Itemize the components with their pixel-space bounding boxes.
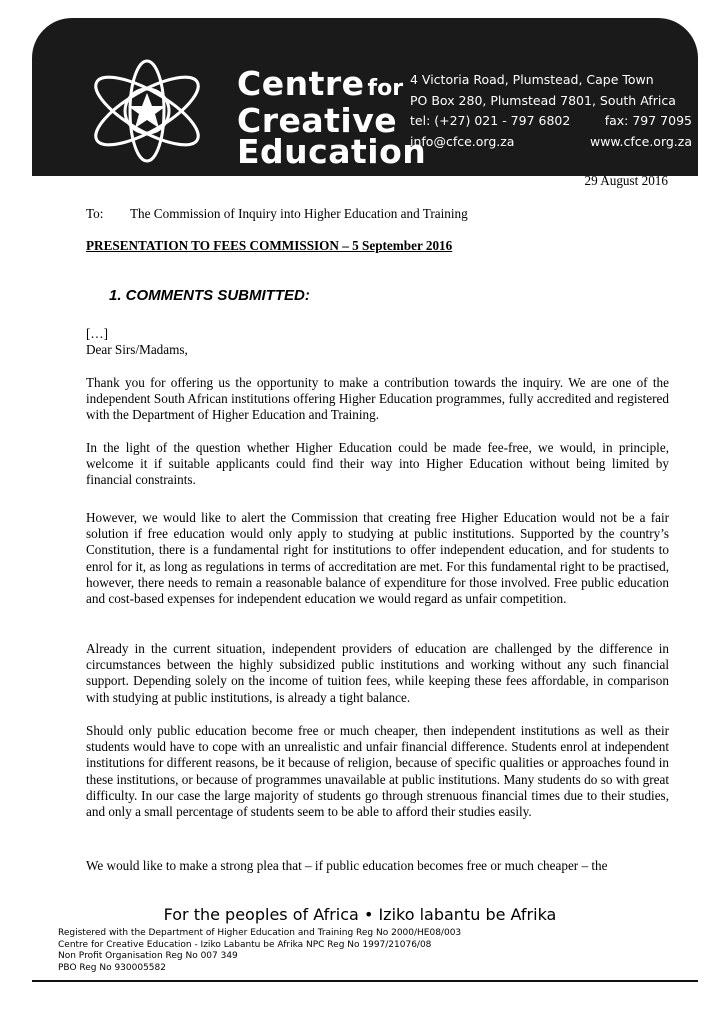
brand-line-education: Education bbox=[237, 132, 427, 171]
paragraph-2: In the light of the question whether Higher Education could be made fee-free, we would, in principle, welcome it if suitable applicants could find their way into Higher Education without being limited by financial constraints. bbox=[86, 440, 669, 488]
atom-star-logo-icon bbox=[82, 56, 212, 166]
registration-line: Registered with the Department of Higher Education and Training Reg No 2000/HE08/003 bbox=[58, 928, 462, 938]
recipient-text: The Commission of Inquiry into Higher Education and Training bbox=[130, 206, 468, 221]
email-link[interactable]: info@cfce.org.za bbox=[410, 133, 515, 149]
letter-heading: PRESENTATION TO FEES COMMISSION – 5 September 2016 bbox=[86, 238, 453, 253]
letterhead-banner bbox=[32, 18, 698, 176]
website-link[interactable]: www.cfce.org.za bbox=[589, 133, 692, 149]
paragraph-4: Already in the current situation, independent providers of education are challenged by the difference in circumstances between the highly subsidized public institutions and working without any such financial support. Depending solely on the income of tuition fees, while keeping these fees affordable, in comparison with studying at public institutions, is already a tight balance. bbox=[86, 641, 669, 705]
tel-text: tel: (+27) 021 - 797 6802 bbox=[410, 113, 571, 128]
letter-date: 29 August 2016 bbox=[584, 173, 668, 188]
fax-text: fax: 797 7095 bbox=[604, 113, 692, 128]
contact-block bbox=[410, 70, 692, 152]
address-text: 4 Victoria Road, Plumstead, Cape Town bbox=[410, 72, 654, 87]
paragraph-1: Thank you for offering us the opportunity to make a contribution towards the inquiry. We are one of the independent South African institutions offering Higher Education programmes, fully accredited and registered with the Department of Higher Education and Training. bbox=[86, 375, 669, 423]
brand-line-creative: Creative bbox=[237, 101, 398, 140]
brand-wordmark bbox=[237, 64, 427, 171]
registration-line: PBO Reg No 930005582 bbox=[58, 962, 166, 973]
po-box-text: PO Box 280, Plumstead 7801, South Africa bbox=[410, 92, 676, 108]
paragraph-6: We would like to make a strong plea that – if public education becomes free or much cheaper – the bbox=[86, 858, 608, 873]
recipient-line bbox=[86, 206, 669, 222]
registration-list bbox=[58, 928, 461, 974]
paragraph-5: Should only public education become free or much cheaper, then independent institutions as well as their students would have to cope with an unrealistic and unfair financial difference. Students enrol at independent institutions for different reasons, be it because of religion, because of specific qualities or approaches found in these institutions, or because of programmes unavailable at public institutions. Many students do so with great difficulty. In our case the large majority of students go through strenuous financial times due to their studies, and only a small percentage of students seem to be able to afford their studies easily. bbox=[86, 723, 669, 820]
footer-tagline: For the peoples of Africa • Iziko labantu be Afrika bbox=[163, 905, 557, 924]
registration-line: Non Profit Organisation Reg No 007 349 bbox=[58, 951, 238, 961]
registration-line: Centre for Creative Education - Iziko Labantu be Afrika NPC Reg No 1997/21076/08 bbox=[58, 939, 432, 950]
ellipsis-text: […] bbox=[86, 326, 108, 341]
to-label: To: bbox=[86, 206, 104, 221]
brand-line-centre: Centre bbox=[237, 64, 365, 103]
brand-word-for: for bbox=[367, 76, 404, 101]
section-title: 1. COMMENTS SUBMITTED: bbox=[109, 287, 310, 304]
footer-divider bbox=[32, 980, 698, 982]
paragraph-3: However, we would like to alert the Commission that creating free Higher Education would not be a fair solution if free education would only apply to studying at public institutions. Supported by the country’s Constitution, there is a fundamental right for institutions to offer independent education, and for students to enrol for it, as long as regulations in terms of accreditation are met. For this fundamental right to be practised, however, there needs to remain a reasonable balance of expenditure for those involved. Free public education and cost-based expenses for independent education we would regard as unfair competition. bbox=[86, 510, 669, 607]
salutation: Dear Sirs/Madams, bbox=[86, 342, 188, 357]
